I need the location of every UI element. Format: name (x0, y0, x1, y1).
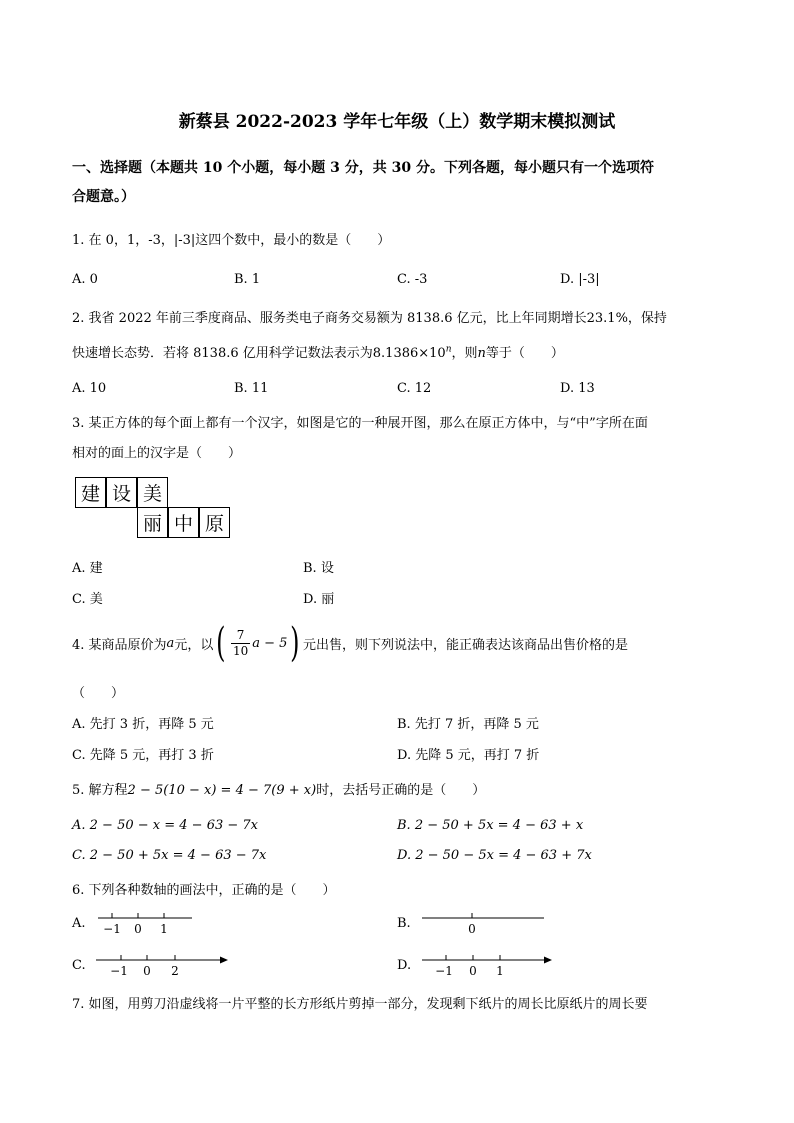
axis-d-tick-1: −1 (435, 964, 453, 978)
left-paren: ( (216, 620, 226, 666)
q1-option-b: B. 1 (234, 272, 261, 287)
q2-option-c: C. 12 (397, 381, 432, 396)
q4-option-a: A. 先打 3 折，再降 5 元 (72, 717, 214, 732)
question-7: 7. 如图，用剪刀沿虚线将一片平整的长方形纸片剪掉一部分，发现剩下纸片的周长比原纸片的周长要 (72, 997, 648, 1012)
question-3-line2: 相对的面上的汉字是（ ） (72, 446, 242, 461)
q2-option-d: D. 13 (560, 381, 595, 396)
question-2-line2: 快速增长态势．若将 8138.6 亿用科学记数法表示为$8.1386\times 10^n$，则n等于（ ） (72, 344, 564, 361)
axis-c-tick-1: −1 (110, 964, 128, 978)
q3-option-d: D. 丽 (303, 592, 335, 607)
q4-option-c: C. 先降 5 元，再打 3 折 (72, 748, 214, 763)
question-2-line1: 2. 我省 2022 年前三季度商品、服务类电子商务交易额为 8138.6 亿元，比上年同期增长23.1%，保持 (72, 311, 667, 326)
section-heading-line1: 一、选择题（本题共 10 个小题，每小题 3 分，共 30 分。下列各题，每小题只有一个选项符 (72, 160, 654, 176)
q2-option-a: A. 10 (72, 381, 107, 396)
q6-label-a: A. (72, 916, 86, 931)
axis-c-tick-3: 2 (171, 964, 179, 978)
q3-option-c: C. 美 (72, 592, 103, 607)
net-cell-2: 设 (106, 477, 137, 508)
question-4-paren: （ ） (72, 686, 125, 701)
q1-option-d: D. |-3| (560, 272, 600, 287)
fraction: 7 10 (232, 627, 249, 658)
q6-label-d: D. (397, 958, 412, 973)
net-cell-1: 建 (75, 477, 106, 508)
axis-d-tick-3: 1 (496, 964, 504, 978)
axis-c-tick-2: 0 (143, 964, 151, 978)
axis-a-tick-1: −1 (103, 922, 121, 936)
axis-a-tick-2: 0 (134, 922, 142, 936)
q5-option-d: D. 2 − 50 − 5x = 4 − 63 + 7x (397, 848, 592, 863)
net-cell-5: 中 (168, 507, 199, 538)
number-line-c (92, 951, 232, 981)
question-5: 5. 解方程2 − 5(10 − x) = 4 − 7(9 + x)时，去括号正确的是（ ） (72, 783, 486, 798)
net-cell-4: 丽 (137, 507, 168, 538)
axis-d-tick-2: 0 (469, 964, 477, 978)
q5-option-c: C. 2 − 50 + 5x = 4 − 63 − 7x (72, 848, 267, 863)
q1-option-a: A. 0 (72, 272, 98, 287)
section-heading-line2: 合题意。） (72, 189, 135, 205)
q3-option-a: A. 建 (72, 561, 103, 576)
page-title: 新蔡县 2022-2023 学年七年级（上）数学期末模拟测试 (178, 112, 616, 132)
question-1: 1. 在 0，1，-3，|-3|这四个数中，最小的数是（ ） (72, 233, 391, 248)
right-paren: ) (290, 620, 300, 666)
q5-option-a: A. 2 − 50 − x = 4 − 63 − 7x (72, 818, 258, 833)
q6-label-c: C. (72, 958, 86, 973)
q1-option-c: C. -3 (397, 272, 428, 287)
q5-option-b: B. 2 − 50 + 5x = 4 − 63 + x (397, 818, 584, 833)
q3-option-b: B. 设 (303, 561, 334, 576)
axis-b-tick-1: 0 (468, 922, 476, 936)
number-line-b (418, 908, 550, 938)
axis-a-tick-3: 1 (160, 922, 168, 936)
q2-option-b: B. 11 (234, 381, 269, 396)
number-line-a (92, 908, 202, 938)
q6-label-b: B. (397, 916, 411, 931)
q4-option-d: D. 先降 5 元，再打 7 折 (397, 748, 540, 763)
number-line-d (418, 951, 558, 981)
question-6: 6. 下列各种数轴的画法中，正确的是（ ） (72, 883, 336, 898)
net-cell-3: 美 (137, 477, 168, 508)
question-4: 4. 某商品原价为 a 元，以 ( 7 10 a − 5 ) 元出售，则下列说法中，能正确表达该商品出售价格的是 (72, 620, 629, 666)
question-3-line1: 3. 某正方体的每个面上都有一个汉字，如图是它的一种展开图，那么在原正方体中，与“中”字所在面 (72, 416, 648, 431)
q4-option-b: B. 先打 7 折，再降 5 元 (397, 717, 539, 732)
net-cell-6: 原 (199, 507, 230, 538)
